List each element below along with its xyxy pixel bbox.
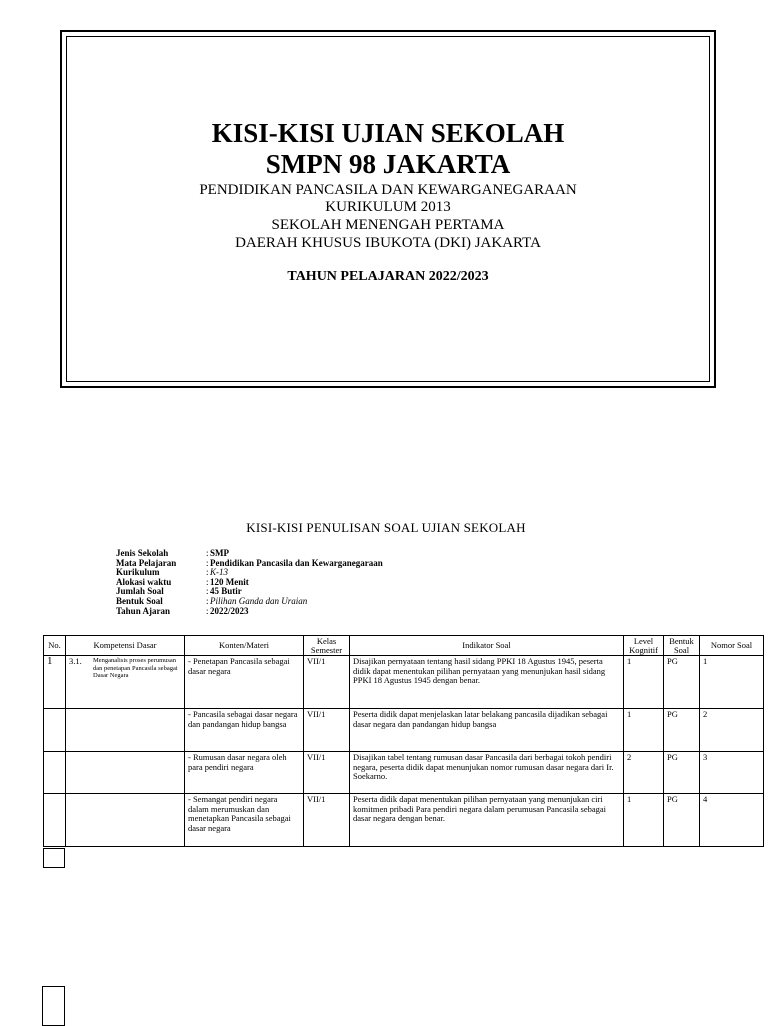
kd-text: Menganalisis proses perumusan dan penetapan Pancasila sebagai Dasar Negara (93, 657, 178, 679)
cell-bentuk: PG (664, 794, 700, 847)
cell-kompetensi-dasar (66, 656, 185, 709)
info-value: Pilihan Ganda dan Uraian (210, 595, 308, 606)
header-konten-materi: Konten/Materi (185, 636, 304, 656)
cell-indikator: Peserta didik dapat menentukan pilihan pernyataan yang menunjukan ciri komitmen pribadi Para pendiri negara dalam perumusan Pancasila sebagai dasar negara dengan benar. (350, 794, 624, 847)
info-label: Alokasi waktu (116, 576, 172, 587)
info-label: Kurikulum (116, 567, 160, 578)
header-indikator-soal: Indikator Soal (350, 636, 624, 656)
info-label: Mata Pelajaran (116, 557, 177, 568)
cover-subject: PENDIDIKAN PANCASILA DAN KEWARGANEGARAAN (199, 182, 577, 198)
info-label: Jenis Sekolah (116, 548, 169, 558)
cover-level: SEKOLAH MENENGAH PERTAMA (271, 217, 505, 233)
info-label: Tahun Ajaran (116, 605, 170, 616)
info-value: 2022/2023 (210, 605, 249, 616)
cover-inner-border (66, 36, 710, 382)
info-row: Jumlah Soal : 45 Butir (116, 586, 242, 597)
cell-level: 2 (624, 752, 664, 794)
cover-curriculum: KURIKULUM 2013 (325, 199, 451, 215)
header-no: No. (44, 636, 66, 656)
cover-year: TAHUN PELAJARAN 2022/2023 (287, 269, 489, 284)
info-label: Bentuk Soal (116, 595, 163, 606)
info-label: Jumlah Soal (116, 586, 164, 597)
info-row: Alokasi waktu : 120 Menit (116, 576, 249, 587)
cell-no: 1 (44, 656, 66, 709)
cell-kelas: VII/1 (304, 709, 350, 752)
cell-level: 1 (624, 656, 664, 709)
cell-nomor: 1 (700, 656, 764, 709)
kisi-kisi-table (43, 635, 764, 847)
cell-nomor: 4 (700, 794, 764, 847)
header-level-kognitif: Level Kognitif (624, 636, 664, 656)
header-kelas-semester: Kelas Semester (304, 636, 350, 656)
info-row: Tahun Ajaran : 2022/2023 (116, 605, 249, 616)
table-row (44, 752, 764, 794)
table-row (44, 709, 764, 752)
cell-no (44, 752, 66, 794)
info-value: K-13 (210, 567, 228, 578)
info-row: Kurikulum : K-13 (116, 567, 228, 578)
cell-nomor: 3 (700, 752, 764, 794)
next-page-border (42, 986, 65, 1026)
cell-materi: - Penetapan Pancasila sebagai dasar negara (185, 656, 304, 709)
info-value: Pendidikan Pancasila dan Kewarganegaraan (210, 557, 383, 568)
cell-materi: - Semangat pendiri negara dalam merumuskan dan menetapkan Pancasila sebagai dasar negara (185, 794, 304, 847)
cell-bentuk: PG (664, 752, 700, 794)
cover-text-block (67, 117, 709, 286)
cell-level: 1 (624, 709, 664, 752)
cell-kompetensi-dasar (66, 709, 185, 752)
empty-table-cell (43, 848, 65, 868)
table-row (44, 794, 764, 847)
header-nomor-soal: Nomor Soal (700, 636, 764, 656)
cover-region: DAERAH KHUSUS IBUKOTA (DKI) JAKARTA (235, 235, 541, 251)
info-block (116, 549, 383, 616)
info-row: Jenis Sekolah : SMP (116, 548, 229, 558)
cell-no (44, 709, 66, 752)
cell-kompetensi-dasar (66, 752, 185, 794)
cell-materi: - Rumusan dasar negara oleh para pendiri negara (185, 752, 304, 794)
cell-nomor: 2 (700, 709, 764, 752)
header-kompetensi-dasar: Kompetensi Dasar (66, 636, 185, 656)
header-bentuk-soal: Bentuk Soal (664, 636, 700, 656)
info-value: 120 Menit (210, 576, 249, 587)
cell-bentuk: PG (664, 709, 700, 752)
kd-code: 3.1. (69, 656, 82, 666)
info-value: 45 Butir (210, 586, 242, 597)
cell-kompetensi-dasar (66, 794, 185, 847)
info-value: SMP (210, 548, 229, 558)
cell-indikator: Peserta didik dapat menjelaskan latar belakang pancasila dijadikan sebagai dasar negara dan pandangan hidup bangsa (350, 709, 624, 752)
cell-bentuk: PG (664, 656, 700, 709)
cover-box (60, 30, 716, 388)
cell-materi: - Pancasila sebagai dasar negara dan pandangan hidup bangsa (185, 709, 304, 752)
cell-indikator: Disajikan tabel tentang rumusan dasar Pancasila dari berbagai tokoh pendiri negara, peserta didik dapat menunjukan nomor rumusan dasar negara dari Ir. Soekarno. (350, 752, 624, 794)
cell-kelas: VII/1 (304, 656, 350, 709)
cell-kelas: VII/1 (304, 752, 350, 794)
table-row (44, 656, 764, 709)
info-row: Mata Pelajaran : Pendidikan Pancasila dan Kewarganegaraan (116, 557, 383, 568)
cover-title-line2: SMPN 98 JAKARTA (265, 149, 511, 179)
section-title: KISI-KISI PENULISAN SOAL UJIAN SEKOLAH (246, 520, 526, 535)
info-row: Bentuk Soal : Pilihan Ganda dan Uraian (116, 595, 308, 606)
cover-title-line1: KISI-KISI UJIAN SEKOLAH (211, 118, 565, 148)
cell-level: 1 (624, 794, 664, 847)
cell-kelas: VII/1 (304, 794, 350, 847)
cell-indikator: Disajikan pernyataan tentang hasil sidang PPKI 18 Agustus 1945, peserta didik dapat menentukan pilihan pernyataan yang menunjukan hasil sidang PPKI 18 Agustus 1945 dengan benar. (350, 656, 624, 709)
cell-no (44, 794, 66, 847)
table-header-row (44, 636, 764, 656)
